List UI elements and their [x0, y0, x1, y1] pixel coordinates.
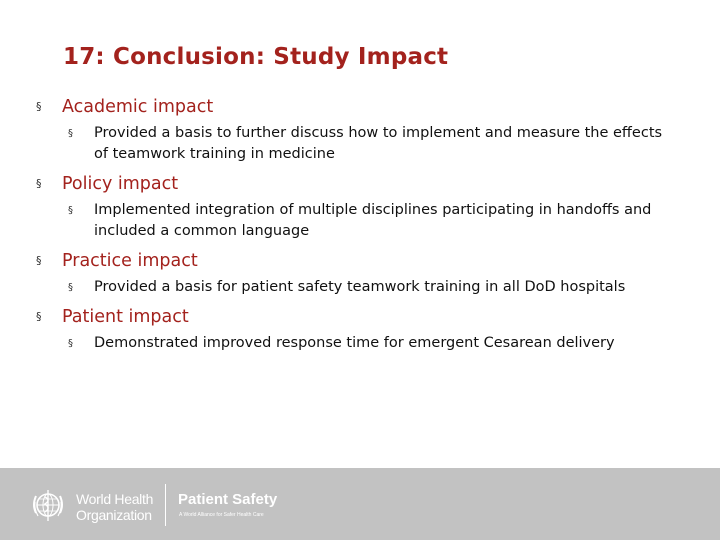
program-tagline: A World Alliance for Safer Health Care — [179, 512, 264, 518]
footer-bar — [0, 468, 720, 540]
sub-bullet-marker: § — [68, 282, 73, 293]
sub-bullet-text: Demonstrated improved response time for emergent Cesarean delivery — [94, 335, 615, 351]
who-wordmark-line2: Organization — [76, 507, 152, 523]
sub-bullet-marker: § — [68, 128, 73, 139]
bullet-marker: § — [36, 100, 42, 113]
program-title: Patient Safety — [178, 491, 278, 508]
bullet-group-policy — [36, 173, 676, 242]
bullet-heading: Patient impact — [62, 307, 189, 327]
bullet-marker: § — [36, 310, 42, 323]
sub-bullet-practice — [68, 277, 676, 298]
slide-title: 17: Conclusion: Study Impact — [63, 44, 449, 70]
sub-bullet-marker: § — [68, 205, 73, 216]
bullet-patient-impact — [36, 306, 676, 328]
bullet-practice-impact — [36, 250, 676, 272]
sub-bullet-academic — [68, 123, 676, 165]
bullet-group-academic — [36, 96, 676, 165]
sub-bullet-marker: § — [68, 338, 73, 349]
bullet-marker: § — [36, 177, 42, 190]
slide-content — [36, 96, 676, 362]
sub-bullet-text: Provided a basis for patient safety teamwork training in all DoD hospitals — [94, 279, 626, 295]
who-wordmark-line1: World Health — [76, 491, 154, 507]
sub-bullet-policy — [68, 200, 676, 242]
bullet-policy-impact — [36, 173, 676, 195]
bullet-group-patient — [36, 306, 676, 354]
who-wordmark — [76, 491, 153, 523]
bullet-heading: Policy impact — [62, 174, 179, 194]
sub-bullet-text: Provided a basis to further discuss how to implement and measure the effects of teamwork training in medicine — [94, 125, 663, 162]
footer-divider — [165, 484, 166, 526]
bullet-heading: Academic impact — [62, 97, 214, 117]
bullet-marker: § — [36, 254, 42, 267]
bullet-heading: Practice impact — [62, 251, 198, 271]
sub-bullet-patient — [68, 333, 676, 354]
who-emblem-icon — [28, 485, 68, 525]
sub-bullet-text: Implemented integration of multiple disciplines participating in handoffs and included a common language — [94, 202, 652, 239]
bullet-group-practice — [36, 250, 676, 298]
bullet-academic-impact — [36, 96, 676, 118]
